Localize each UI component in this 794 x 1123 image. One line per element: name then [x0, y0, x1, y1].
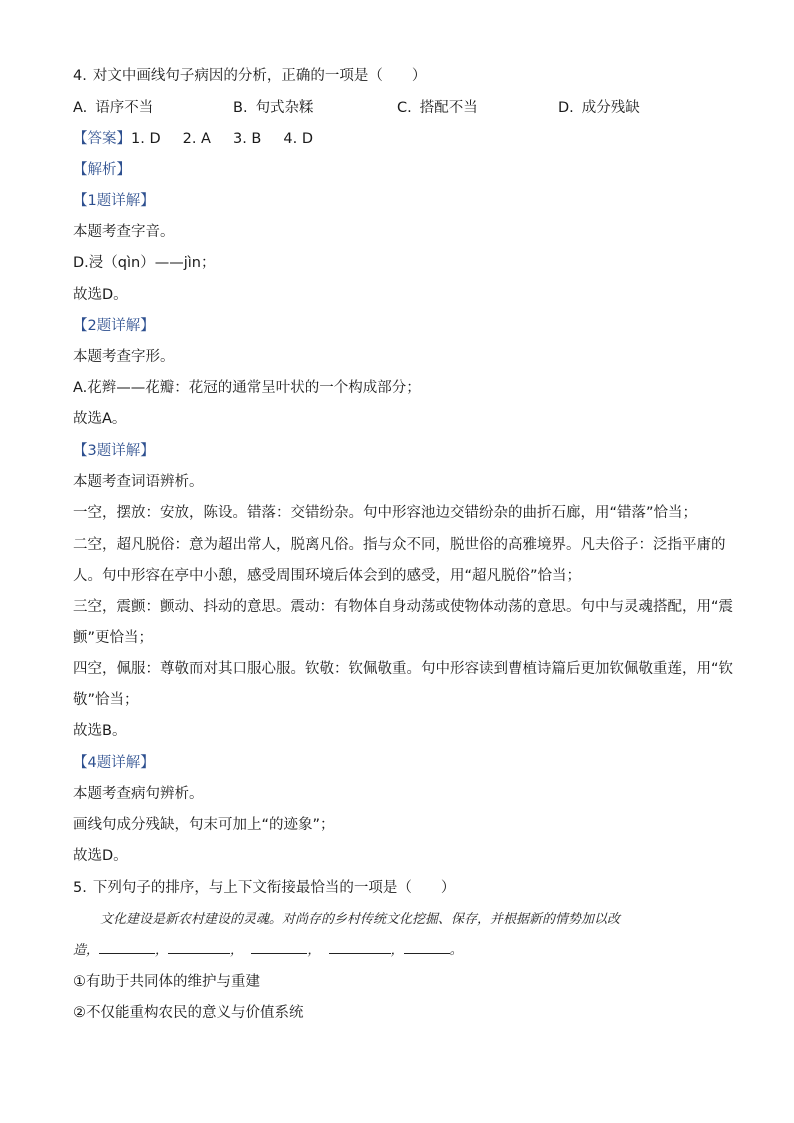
q5-item-2: ②不仅能重构农民的意义与价值系统: [73, 1005, 304, 1021]
answer-label: 【答案】: [73, 131, 131, 147]
detail-heading-2: 【2题详解】: [73, 318, 155, 334]
answer-blank-1: [99, 941, 155, 954]
detail-line: 本题考查字形。: [73, 349, 175, 365]
option-letter: C.: [397, 100, 412, 116]
q4-option-d: [558, 98, 640, 118]
analysis-label: 【解析】: [73, 162, 131, 178]
answer-blank-5: [404, 941, 450, 954]
q5-number: 5.: [73, 880, 87, 896]
option-letter: D.: [558, 100, 574, 116]
answer-blank-2: [168, 941, 230, 954]
detail-line: 三空，震颤：颤动、抖动的意思。震动：有物体自身动荡或使物体动荡的意思。句中与灵魂搭配，用“震: [73, 599, 734, 615]
detail-heading-4: 【4题详解】: [73, 755, 155, 771]
detail-line: 故选B。: [73, 723, 127, 739]
detail-line: A.花辫——花瓣：花冠的通常呈叶状的一个构成部分；: [73, 380, 421, 396]
q4-stem-text: 对文中画线句子病因的分析，正确的一项是（ ）: [92, 68, 427, 84]
answer-item: 4. D: [283, 131, 313, 147]
q4-option-a: [73, 98, 153, 118]
answer-item: 1. D: [131, 131, 161, 147]
detail-line: 故选D。: [73, 287, 128, 303]
detail-line: 本题考查病句辨析。: [73, 786, 204, 802]
detail-line: 一空，摆放：安放，陈设。错落：交错纷杂。句中形容池边交错纷杂的曲折石廊，用“错落”恰当；: [73, 505, 698, 521]
answer-item: 3. B: [232, 131, 262, 147]
q4-number: 4.: [73, 68, 87, 84]
option-text: 成分残缺: [581, 100, 640, 116]
q4-option-b: [233, 98, 314, 118]
q4-stem: [73, 66, 426, 86]
option-letter: B.: [233, 100, 248, 116]
blank-separator: ，: [390, 943, 404, 958]
detail-line: 画线句成分残缺，句末可加上“的迹象”；: [73, 817, 335, 833]
detail-line: 故选A。: [73, 411, 127, 427]
option-text: 句式杂糅: [255, 100, 314, 116]
detail-heading-3: 【3题详解】: [73, 443, 155, 459]
option-text: 搭配不当: [419, 100, 478, 116]
blank-end: 。: [449, 943, 463, 958]
option-letter: A.: [73, 100, 88, 116]
detail-line: 本题考查字音。: [73, 224, 175, 240]
detail-line: 本题考查词语辨析。: [73, 474, 204, 490]
q5-item-1: ①有助于共同体的维护与重建: [73, 974, 260, 990]
q4-option-c: [397, 98, 478, 118]
q5-stem: [73, 878, 455, 898]
q5-passage-line-1: 文化建设是新农村建设的灵魂。对尚存的乡村传统文化挖掘、保存，并根据新的情势加以改: [100, 912, 621, 927]
answer-blank-3: [251, 941, 307, 954]
answer-line: [73, 129, 313, 149]
option-text: 语序不当: [95, 100, 154, 116]
blank-separator: ，: [230, 943, 244, 958]
detail-line: 颤”更恰当；: [73, 630, 154, 646]
detail-line: 人。句中形容在亭中小憩，感受周围环境后体会到的感受，用“超凡脱俗”恰当；: [73, 568, 582, 584]
q5-stem-text: 下列句子的排序，与上下文衔接最恰当的一项是（ ）: [92, 880, 456, 896]
answer-item: 2. A: [182, 131, 211, 147]
detail-line: 敬”恰当；: [73, 692, 139, 708]
detail-line: D.浸（qìn）——jìn；: [73, 255, 216, 271]
detail-heading-1: 【1题详解】: [73, 193, 155, 209]
q5-passage-line-2: [73, 941, 463, 961]
detail-line: 四空，佩服：尊敬而对其口服心服。钦敬：钦佩敬重。句中形容读到曹植诗篇后更加钦佩敬重莲，用“钦: [73, 661, 734, 677]
detail-line: 二空，超凡脱俗：意为超出常人，脱离凡俗。指与众不同，脱世俗的高雅境界。凡夫俗子：泛指平庸的: [73, 537, 726, 553]
blank-separator: ，: [307, 943, 321, 958]
blank-separator: ，: [155, 943, 169, 958]
answer-blank-4: [329, 941, 391, 954]
detail-line: 故选D。: [73, 848, 128, 864]
passage-prefix: 造，: [73, 943, 100, 958]
